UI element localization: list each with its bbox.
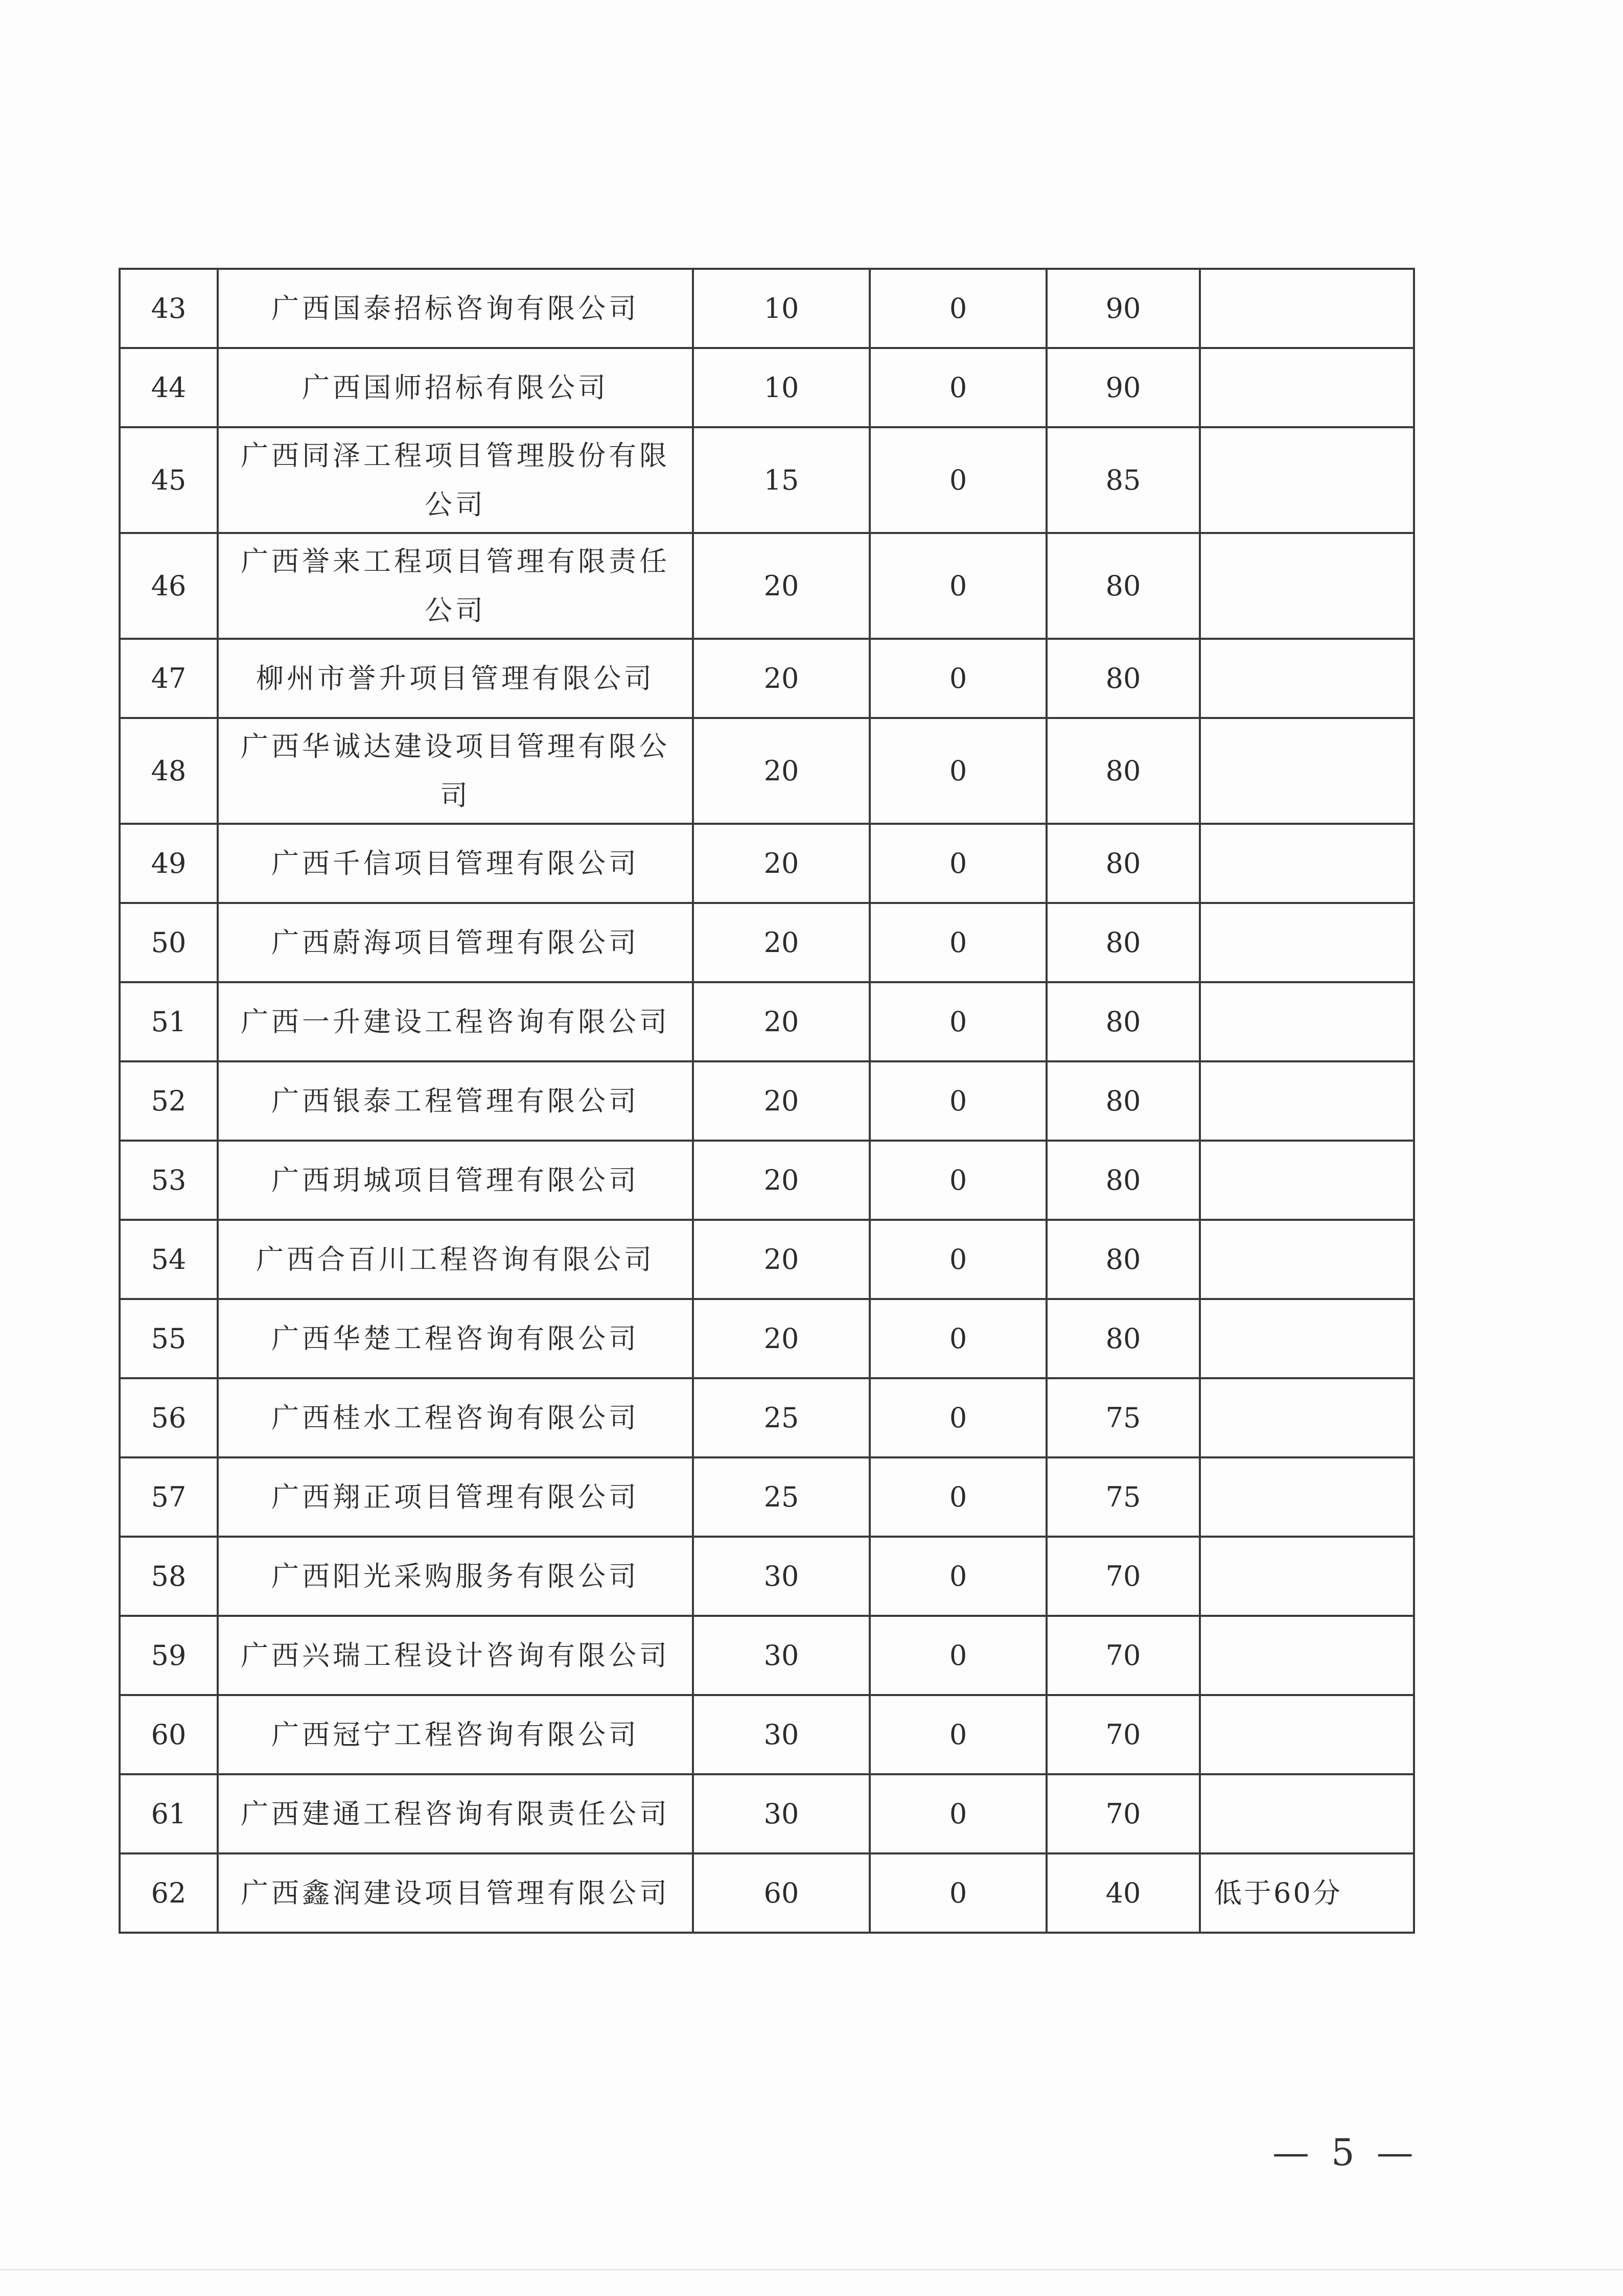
final-score: 80 (1047, 718, 1200, 824)
final-score: 70 (1047, 1695, 1200, 1774)
final-score: 90 (1047, 269, 1200, 348)
table-row (120, 269, 1414, 348)
deducted-points: 10 (693, 348, 870, 427)
table-row (120, 903, 1414, 982)
row-number: 60 (120, 1695, 218, 1774)
bonus-points: 0 (870, 1220, 1047, 1299)
row-number: 43 (120, 269, 218, 348)
row-number: 53 (120, 1141, 218, 1220)
company-name: 广西国师招标有限公司 (218, 348, 693, 427)
row-number: 56 (120, 1378, 218, 1457)
row-number: 44 (120, 348, 218, 427)
company-name: 广西翔正项目管理有限公司 (218, 1457, 693, 1537)
company-name: 广西鑫润建设项目管理有限公司 (218, 1853, 693, 1933)
bonus-points: 0 (870, 1853, 1047, 1933)
deducted-points: 25 (693, 1378, 870, 1457)
remark (1200, 269, 1414, 348)
bonus-points: 0 (870, 982, 1047, 1061)
bonus-points: 0 (870, 427, 1047, 533)
final-score: 80 (1047, 1299, 1200, 1378)
bonus-points: 0 (870, 1537, 1047, 1616)
bonus-points: 0 (870, 1061, 1047, 1141)
remark (1200, 1537, 1414, 1616)
table-row (120, 1378, 1414, 1457)
final-score: 80 (1047, 533, 1200, 639)
table-row (120, 982, 1414, 1061)
remark (1200, 533, 1414, 639)
bonus-points: 0 (870, 1695, 1047, 1774)
table-row (120, 533, 1414, 639)
table-row (120, 1299, 1414, 1378)
bonus-points: 0 (870, 348, 1047, 427)
table-row (120, 1220, 1414, 1299)
row-number: 59 (120, 1616, 218, 1695)
final-score: 80 (1047, 639, 1200, 718)
row-number: 55 (120, 1299, 218, 1378)
deducted-points: 20 (693, 1141, 870, 1220)
deducted-points: 20 (693, 1220, 870, 1299)
deducted-points: 60 (693, 1853, 870, 1933)
company-name: 广西银泰工程管理有限公司 (218, 1061, 693, 1141)
deducted-points: 25 (693, 1457, 870, 1537)
final-score: 80 (1047, 982, 1200, 1061)
table-row (120, 1616, 1414, 1695)
remark (1200, 1141, 1414, 1220)
bonus-points: 0 (870, 533, 1047, 639)
deducted-points: 20 (693, 903, 870, 982)
final-score: 75 (1047, 1457, 1200, 1537)
remark (1200, 1378, 1414, 1457)
deducted-points: 20 (693, 533, 870, 639)
row-number: 45 (120, 427, 218, 533)
table-row (120, 1695, 1414, 1774)
bonus-points: 0 (870, 1774, 1047, 1853)
final-score: 80 (1047, 1220, 1200, 1299)
bonus-points: 0 (870, 1141, 1047, 1220)
table-row (120, 1061, 1414, 1141)
final-score: 70 (1047, 1537, 1200, 1616)
deducted-points: 20 (693, 824, 870, 903)
company-name: 广西玥城项目管理有限公司 (218, 1141, 693, 1220)
company-name: 广西同泽工程项目管理股份有限公司 (218, 427, 693, 533)
remark (1200, 824, 1414, 903)
company-name: 广西合百川工程咨询有限公司 (218, 1220, 693, 1299)
table-row (120, 1537, 1414, 1616)
bonus-points: 0 (870, 903, 1047, 982)
table-row (120, 1853, 1414, 1933)
remark (1200, 1220, 1414, 1299)
remark (1200, 903, 1414, 982)
bonus-points: 0 (870, 1378, 1047, 1457)
row-number: 48 (120, 718, 218, 824)
final-score: 80 (1047, 1141, 1200, 1220)
deducted-points: 15 (693, 427, 870, 533)
final-score: 40 (1047, 1853, 1200, 1933)
deducted-points: 20 (693, 1299, 870, 1378)
final-score: 75 (1047, 1378, 1200, 1457)
bonus-points: 0 (870, 269, 1047, 348)
row-number: 62 (120, 1853, 218, 1933)
deducted-points: 30 (693, 1695, 870, 1774)
deducted-points: 20 (693, 1061, 870, 1141)
company-name: 广西华楚工程咨询有限公司 (218, 1299, 693, 1378)
table-row (120, 1457, 1414, 1537)
remark (1200, 982, 1414, 1061)
row-number: 46 (120, 533, 218, 639)
row-number: 50 (120, 903, 218, 982)
remark (1200, 1616, 1414, 1695)
remark (1200, 718, 1414, 824)
row-number: 49 (120, 824, 218, 903)
deducted-points: 30 (693, 1774, 870, 1853)
remark (1200, 639, 1414, 718)
table-row (120, 348, 1414, 427)
row-number: 54 (120, 1220, 218, 1299)
company-name: 广西冠宁工程咨询有限公司 (218, 1695, 693, 1774)
remark: 低于60分 (1200, 1853, 1414, 1933)
company-name: 广西千信项目管理有限公司 (218, 824, 693, 903)
final-score: 80 (1047, 824, 1200, 903)
score-table (119, 268, 1415, 1934)
bonus-points: 0 (870, 1299, 1047, 1378)
table-row (120, 1774, 1414, 1853)
deducted-points: 20 (693, 639, 870, 718)
deducted-points: 30 (693, 1537, 870, 1616)
company-name: 广西建通工程咨询有限责任公司 (218, 1774, 693, 1853)
company-name: 广西兴瑞工程设计咨询有限公司 (218, 1616, 693, 1695)
final-score: 70 (1047, 1616, 1200, 1695)
table-row (120, 639, 1414, 718)
scan-edge-line (0, 2269, 1623, 2270)
row-number: 58 (120, 1537, 218, 1616)
deducted-points: 20 (693, 718, 870, 824)
score-table-body (120, 269, 1414, 1933)
remark (1200, 1774, 1414, 1853)
remark (1200, 1061, 1414, 1141)
company-name: 广西国泰招标咨询有限公司 (218, 269, 693, 348)
table-row (120, 427, 1414, 533)
company-name: 广西华诚达建设项目管理有限公司 (218, 718, 693, 824)
remark (1200, 1299, 1414, 1378)
bonus-points: 0 (870, 718, 1047, 824)
final-score: 85 (1047, 427, 1200, 533)
table-row (120, 718, 1414, 824)
table-row (120, 1141, 1414, 1220)
deducted-points: 30 (693, 1616, 870, 1695)
row-number: 52 (120, 1061, 218, 1141)
bonus-points: 0 (870, 1457, 1047, 1537)
deducted-points: 20 (693, 982, 870, 1061)
bonus-points: 0 (870, 1616, 1047, 1695)
row-number: 47 (120, 639, 218, 718)
company-name: 广西阳光采购服务有限公司 (218, 1537, 693, 1616)
company-name: 广西誉来工程项目管理有限责任公司 (218, 533, 693, 639)
page-number: — 5 — (1272, 2131, 1419, 2174)
deducted-points: 10 (693, 269, 870, 348)
remark (1200, 1457, 1414, 1537)
remark (1200, 1695, 1414, 1774)
remark (1200, 427, 1414, 533)
final-score: 80 (1047, 1061, 1200, 1141)
final-score: 80 (1047, 903, 1200, 982)
row-number: 61 (120, 1774, 218, 1853)
row-number: 51 (120, 982, 218, 1061)
bonus-points: 0 (870, 824, 1047, 903)
bonus-points: 0 (870, 639, 1047, 718)
final-score: 90 (1047, 348, 1200, 427)
company-name: 广西一升建设工程咨询有限公司 (218, 982, 693, 1061)
final-score: 70 (1047, 1774, 1200, 1853)
company-name: 广西桂水工程咨询有限公司 (218, 1378, 693, 1457)
table-row (120, 824, 1414, 903)
row-number: 57 (120, 1457, 218, 1537)
company-name: 柳州市誉升项目管理有限公司 (218, 639, 693, 718)
remark (1200, 348, 1414, 427)
company-name: 广西蔚海项目管理有限公司 (218, 903, 693, 982)
